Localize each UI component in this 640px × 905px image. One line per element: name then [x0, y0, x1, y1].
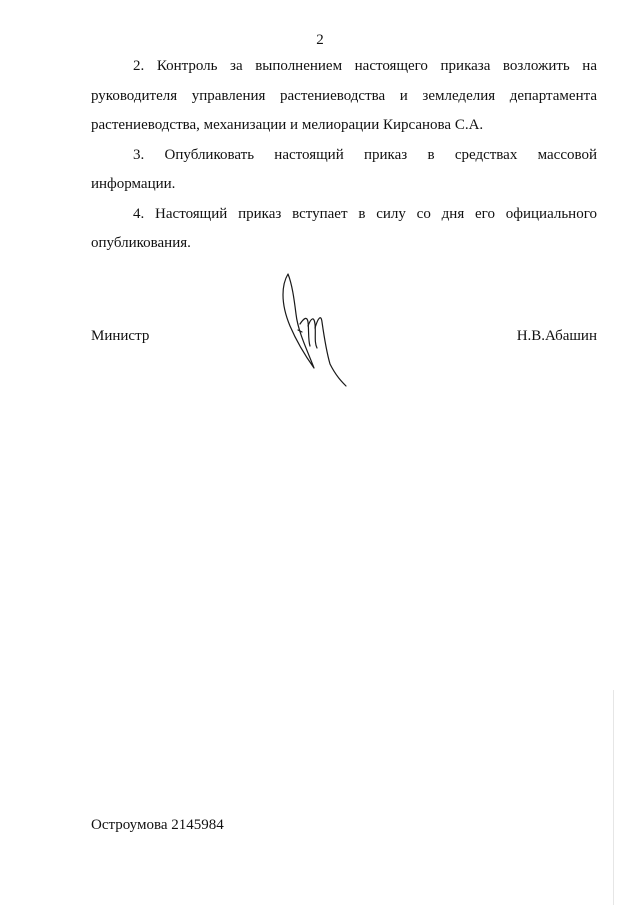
handwritten-signature — [274, 268, 358, 388]
page-number: 2 — [316, 32, 324, 48]
text-line: опубликования. — [91, 235, 191, 251]
paragraph-control — [91, 52, 597, 141]
text-line: 4. Настоящий приказ вступает в силу со дня его официального — [133, 205, 597, 222]
scan-edge-line — [613, 690, 614, 905]
text-line: руководителя управления растениеводства и земледелия департамента — [91, 87, 597, 104]
text-line: информации. — [91, 176, 176, 192]
text-line: 2. Контроль за выполнением настоящего приказа возложить на — [133, 58, 597, 74]
paragraph-effective — [91, 200, 597, 259]
signatory-position: Министр — [91, 328, 150, 344]
order-body — [91, 52, 597, 259]
text-line: 3. Опубликовать настоящий приказ в средствах массовой — [133, 146, 597, 163]
paragraph-publish — [91, 141, 597, 200]
executor-note: Остроумова 2145984 — [91, 817, 224, 833]
text-line: растениеводства, механизации и мелиорации Кирсанова С.А. — [91, 117, 484, 133]
signatory-name: Н.В.Абашин — [516, 328, 597, 344]
